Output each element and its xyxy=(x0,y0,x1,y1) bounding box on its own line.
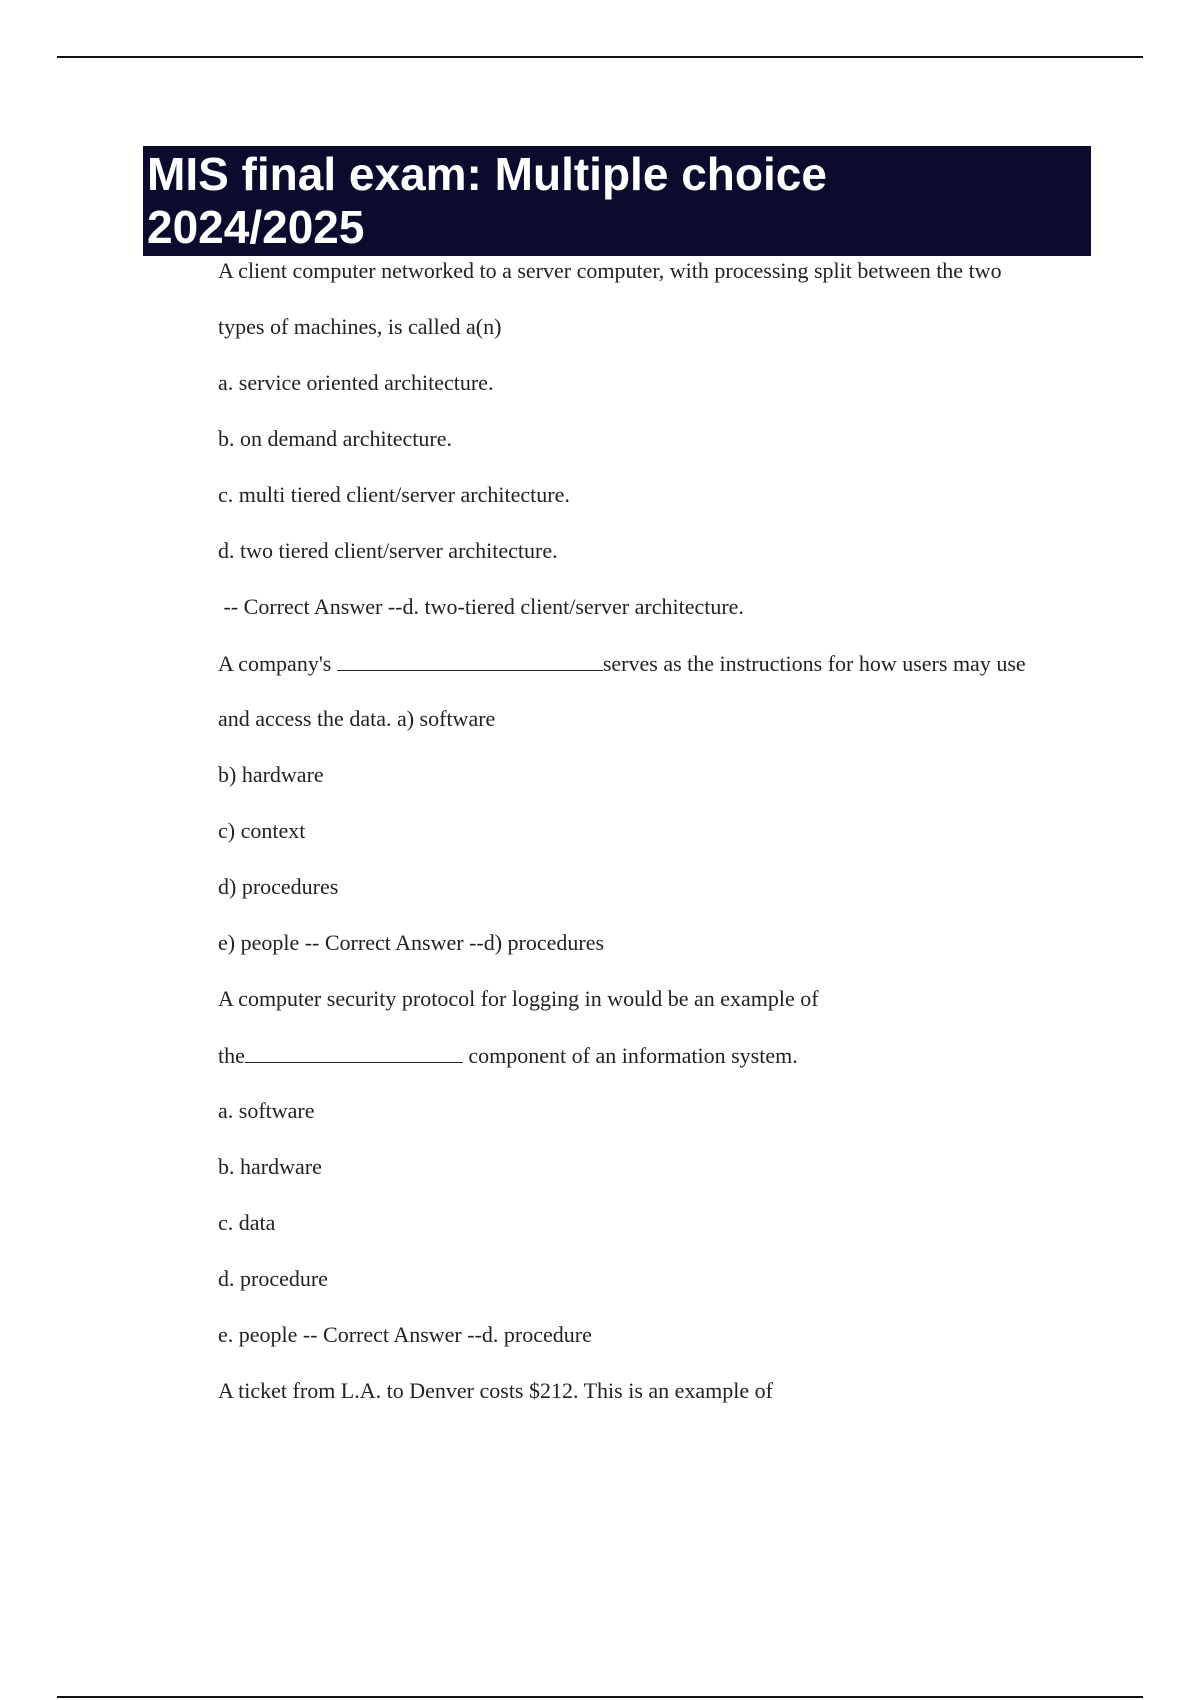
question-1-option-d: d. two tiered client/server architecture. xyxy=(218,538,558,563)
fill-in-blank xyxy=(337,648,603,671)
question-1-stem-line-1: A client computer networked to a server computer, with processing split between the two xyxy=(218,258,1002,283)
question-2-answer: e) people -- Correct Answer --d) procedures xyxy=(218,930,605,955)
question-3-option-b: b. hardware xyxy=(218,1154,322,1179)
page-title: MIS final exam: Multiple choice 2024/2025 xyxy=(147,148,827,253)
question-2-option-c: c) context xyxy=(218,818,306,843)
question-2-stem-prefix: A company's xyxy=(218,651,337,676)
question-3-answer: e. people -- Correct Answer --d. procedure xyxy=(218,1322,592,1347)
question-4-stem-line-1: A ticket from L.A. to Denver costs $212. This is an example of xyxy=(218,1378,773,1403)
question-1-answer: -- Correct Answer --d. two-tiered client/server architecture. xyxy=(218,594,744,619)
question-2-stem-line-1 xyxy=(218,648,1088,704)
question-1-stem-line-2: types of machines, is called a(n) xyxy=(218,314,502,339)
title-banner xyxy=(143,146,1091,256)
question-3-stem-line-2 xyxy=(218,1040,1088,1096)
fill-in-blank xyxy=(245,1040,463,1063)
question-2-option-d: d) procedures xyxy=(218,874,339,899)
question-1-option-b: b. on demand architecture. xyxy=(218,426,452,451)
exam-content xyxy=(218,256,1088,1432)
question-3-stem-suffix: component of an information system. xyxy=(462,1043,798,1068)
question-1-option-a: a. service oriented architecture. xyxy=(218,370,494,395)
top-rule xyxy=(57,56,1143,58)
question-3-option-c: c. data xyxy=(218,1210,276,1235)
question-3-stem-prefix: the xyxy=(218,1043,245,1068)
question-3-stem-line-1: A computer security protocol for logging in would be an example of xyxy=(218,986,819,1011)
question-1-option-c: c. multi tiered client/server architecture. xyxy=(218,482,570,507)
question-3-option-d: d. procedure xyxy=(218,1266,328,1291)
question-2-option-b: b) hardware xyxy=(218,762,324,787)
question-2-stem-line-2: and access the data. a) software xyxy=(218,706,496,731)
question-2-stem-suffix: serves as the instructions for how users may use xyxy=(602,651,1026,676)
bottom-rule xyxy=(57,1696,1143,1698)
question-3-option-a: a. software xyxy=(218,1098,315,1123)
